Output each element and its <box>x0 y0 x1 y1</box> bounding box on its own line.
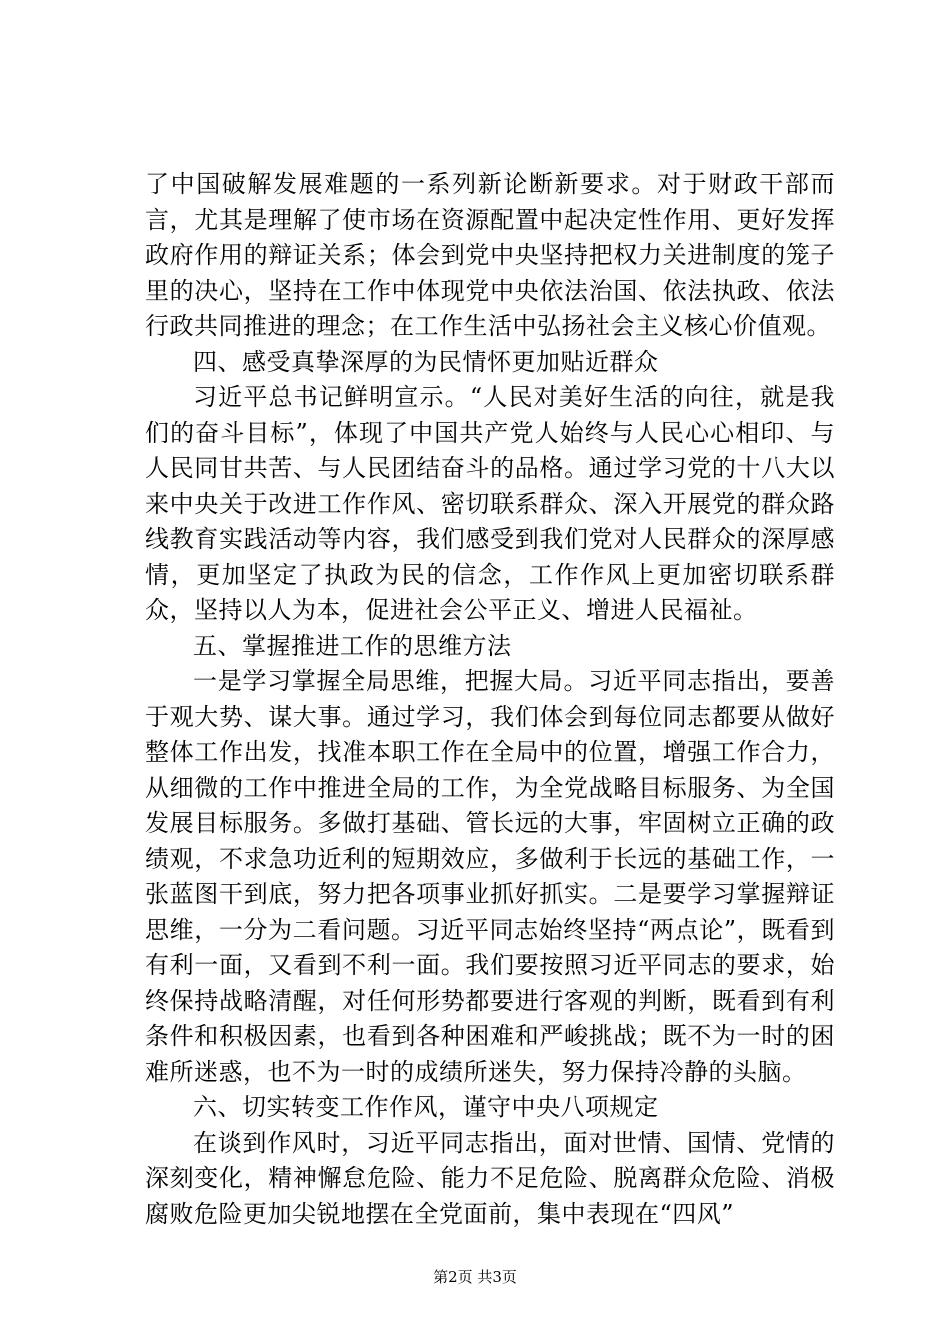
section-heading-6: 六、切实转变工作作风，谨守中央八项规定 <box>193 1093 659 1121</box>
section-heading-5: 五、掌握推进工作的思维方法 <box>193 631 512 660</box>
document-body <box>145 167 835 1232</box>
paragraph-section-6: 在谈到作风时，习近平同志指出，面对世情、国情、党情的深刻变化，精神懈怠危险、能力不足危险、脱离群众危险、消极腐败危险更加尖锐地摆在全党面前，集中表现在“四风” <box>145 1128 835 1228</box>
paragraph-continuation: 了中国破解发展难题的一系列新论断新要求。对于财政干部而言，尤其是理解了使市场在资源配置中起决定性作用、更好发挥政府作用的辩证关系；体会到党中央坚持把权力关进制度的笼子里的决心，坚持在工作中体现党中央依法治国、依法执政、依法行政共同推进的理念；在工作生活中弘扬社会主义核心价值观。 <box>145 170 835 340</box>
page-number-label: 第2页 共3页 <box>433 1268 517 1286</box>
paragraph-section-5: 一是学习掌握全局思维，把握大局。习近平同志指出，要善于观大势、谋大事。通过学习，我们体会到每位同志都要从做好整体工作出发，找准本职工作在全局中的位置，增强工作合力，从细微的工作中推进全局的工作，为全党战略目标服务、为全国发展目标服务。多做打基础、管长远的大事，牢固树立正确的政绩观，不求急功近利的短期效应，多做利于长远的基础工作，一张蓝图干到底，努力把各项事业抓好抓实。二是要学习掌握辩证思维，一分为二看问题。习近平同志始终坚持“两点论”，既看到有利一面，又看到不利一面。我们要按照习近平同志的要求，始终保持战略清醒，对任何形势都要进行客观的判断，既看到有利条件和积极因素，也看到各种困难和严峻挑战；既不为一时的困难所迷惑，也不为一时的成绩所迷失，努力保持冷静的头脑。 <box>145 667 835 1086</box>
page-footer <box>0 1268 950 1286</box>
section-heading-4: 四、感受真挚深厚的为民情怀更加贴近群众 <box>193 347 659 376</box>
paragraph-section-4: 习近平总书记鲜明宣示。“人民对美好生活的向往，就是我们的奋斗目标”，体现了中国共产党人始终与人民心心相印、与人民同甘共苦、与人民团结奋斗的品格。通过学习党的十八大以来中央关于改进工作作风、密切联系群众、深入开展党的群众路线教育实践活动等内容，我们感受到我们党对人民群众的深厚感情，更加坚定了执政为民的信念，工作作风上更加密切联系群众，坚持以人为本，促进社会公平正义、增进人民福祉。 <box>145 383 835 624</box>
